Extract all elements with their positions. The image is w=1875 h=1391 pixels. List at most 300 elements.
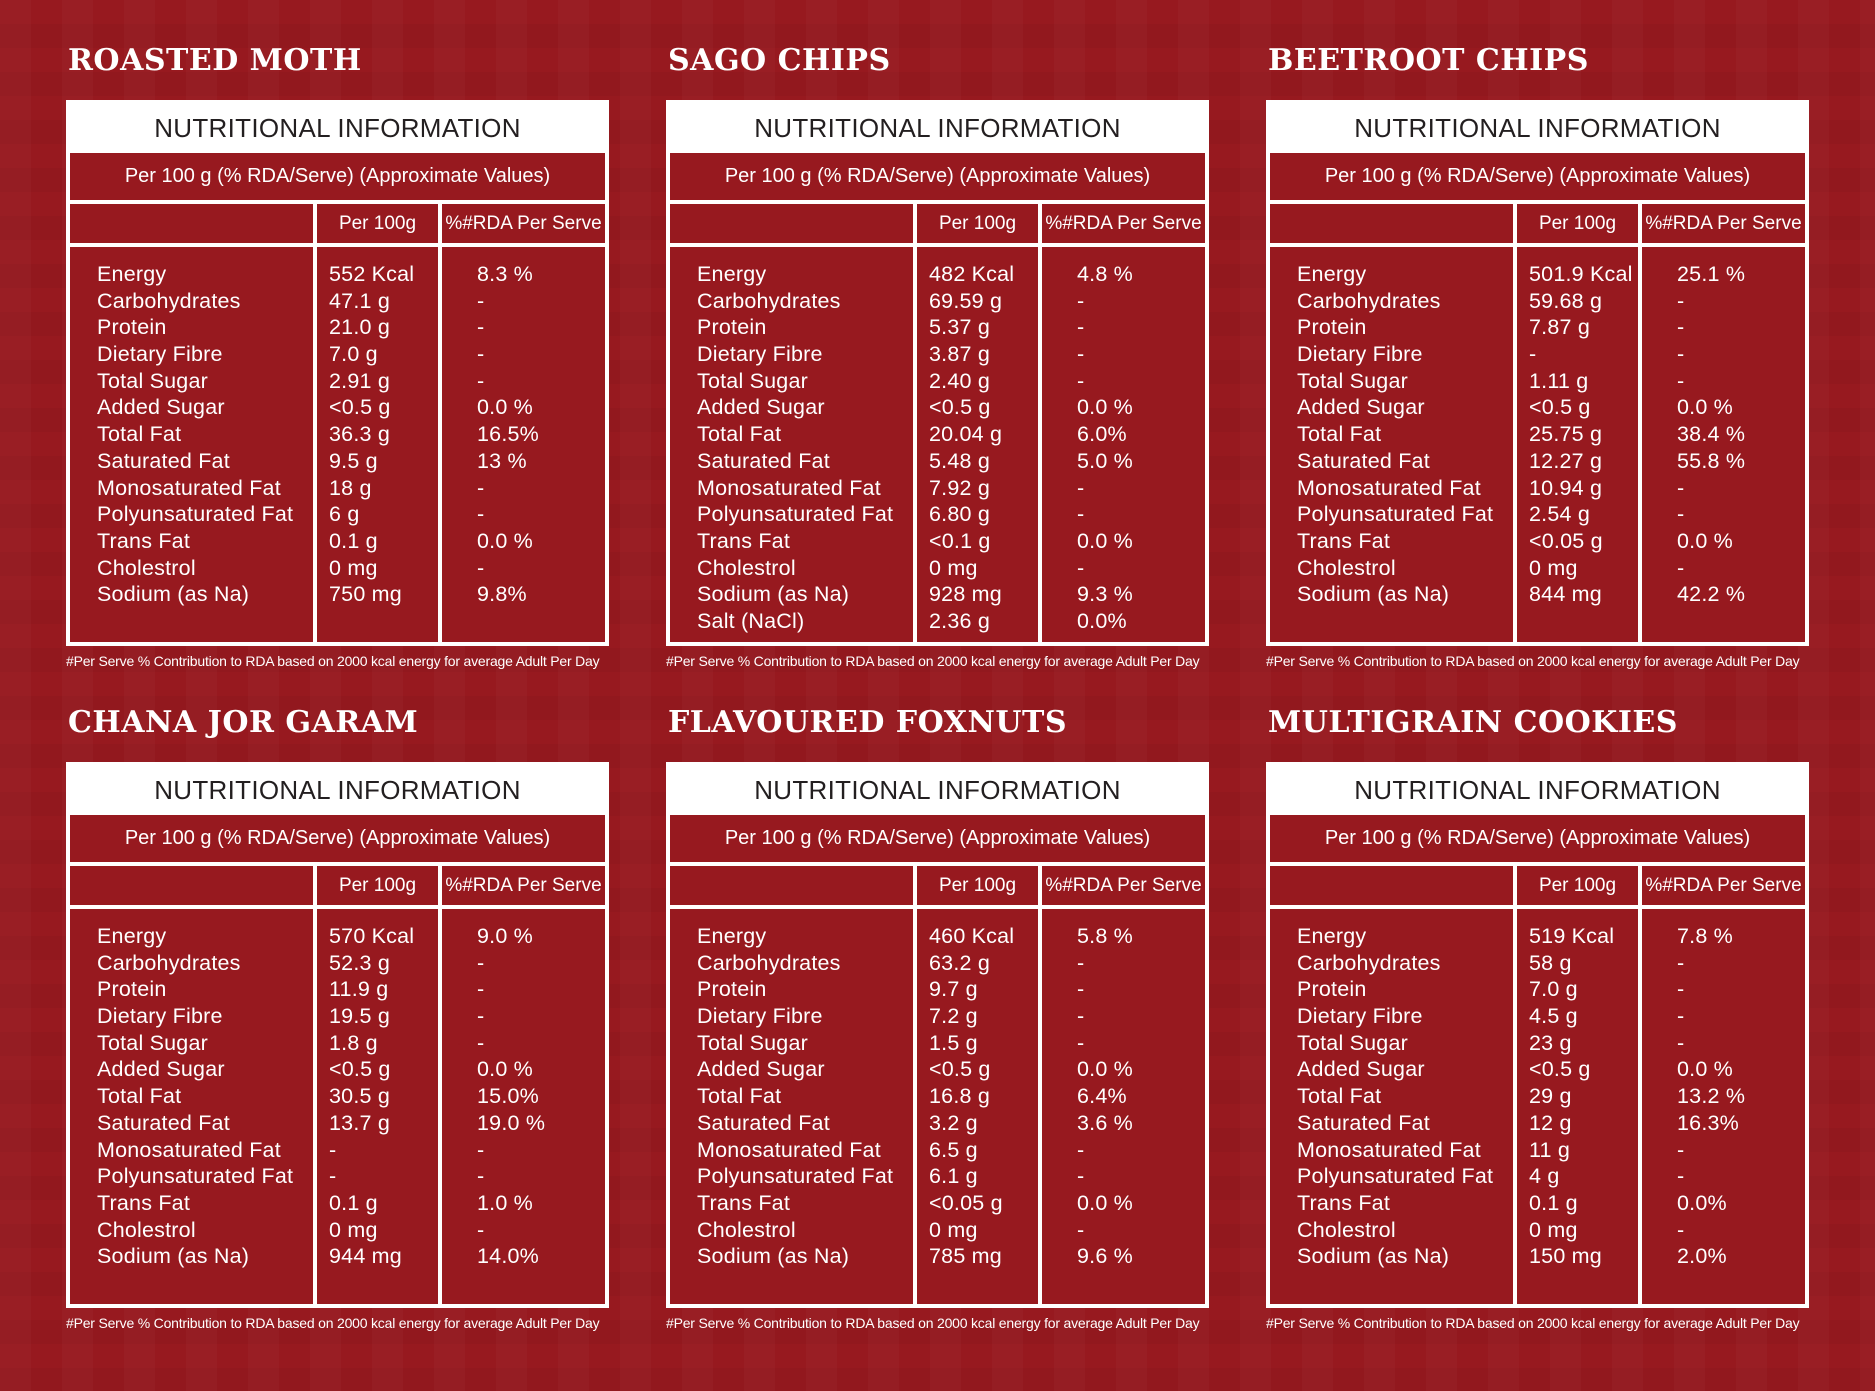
rda-value: 5.8 % xyxy=(1077,924,1133,948)
rda-value: - xyxy=(1077,342,1085,367)
nutrition-heading: NUTRITIONAL INFORMATION xyxy=(1354,775,1721,805)
product-card xyxy=(66,40,609,669)
nutrient-name: Monosaturated Fat xyxy=(697,1137,881,1162)
product-title: MULTIGRAIN COOKIES xyxy=(1268,705,1678,740)
rda-column xyxy=(1642,909,1805,1304)
nutrient-name-column xyxy=(70,909,313,1304)
per-100g-header: Per 100g xyxy=(917,866,1038,905)
nutrient-name: Trans Fat xyxy=(97,528,190,553)
rda-value: 8.3 % xyxy=(477,262,533,286)
per-100g-value: <0.05 g xyxy=(929,1190,1003,1215)
rda-value: 0.0% xyxy=(1677,1190,1727,1215)
nutrient-name: Trans Fat xyxy=(697,528,790,553)
per-100g-value: 1.11 g xyxy=(1529,368,1589,393)
rda-value: - xyxy=(1677,342,1685,367)
per-100g-value: 13.7 g xyxy=(329,1110,390,1135)
column-header-row xyxy=(70,866,605,905)
rda-header: %#RDA Per Serve xyxy=(1042,204,1205,243)
rda-value: - xyxy=(477,288,485,313)
per-100g-value: 0.1 g xyxy=(329,1190,378,1215)
rda-footnote: #Per Serve % Contribution to RDA based on 2000 kcal energy for average Adult Per Day xyxy=(666,653,1200,669)
per-100g-value: 2.54 g xyxy=(1529,502,1590,527)
rda-value: - xyxy=(477,315,485,340)
nutrient-name: Polyunsaturated Fat xyxy=(1297,1164,1494,1189)
nutrient-name: Trans Fat xyxy=(97,1190,190,1215)
rda-value: - xyxy=(477,368,485,393)
nutrient-name: Dietary Fibre xyxy=(697,1004,823,1029)
per-100g-value: 1.5 g xyxy=(929,1030,978,1055)
nutrient-name: Cholestrol xyxy=(697,1217,796,1242)
per-100g-value: 58 g xyxy=(1529,950,1572,975)
nutrient-name: Energy xyxy=(697,924,767,948)
rda-value: - xyxy=(1677,475,1685,500)
per-100g-value: 23 g xyxy=(1529,1030,1572,1055)
per-100g-value: 6.80 g xyxy=(929,502,990,527)
nutrient-name: Dietary Fibre xyxy=(1297,342,1423,367)
rda-value: 19.0 % xyxy=(477,1110,546,1135)
nutrient-name: Sodium (as Na) xyxy=(697,1244,850,1269)
nutrient-name: Dietary Fibre xyxy=(697,342,823,367)
per-100g-value: 6.5 g xyxy=(929,1137,978,1162)
per-100g-value: <0.5 g xyxy=(929,395,991,420)
product-title: ROASTED MOTH xyxy=(68,43,362,78)
rda-value: 13 % xyxy=(477,448,527,473)
rda-footnote: #Per Serve % Contribution to RDA based on 2000 kcal energy for average Adult Per Day xyxy=(66,653,600,669)
rda-value: 0.0 % xyxy=(477,1057,533,1082)
rda-column xyxy=(1042,247,1205,642)
nutrient-name: Added Sugar xyxy=(97,395,225,420)
rda-value: 0.0 % xyxy=(477,528,533,553)
nutrient-name: Carbohydrates xyxy=(1297,288,1441,313)
per-100g-value: 20.04 g xyxy=(929,422,1003,447)
per-100g-value: <0.5 g xyxy=(1529,1057,1591,1082)
per-100g-value: 750 mg xyxy=(329,582,402,607)
per-100g-column xyxy=(917,909,1038,1304)
nutrition-panel xyxy=(1266,100,1809,646)
per-100g-value: 11.9 g xyxy=(329,977,389,1002)
nutrient-name: Total Sugar xyxy=(697,368,808,393)
nutrition-panel xyxy=(666,100,1209,646)
nutrition-heading: NUTRITIONAL INFORMATION xyxy=(154,775,521,805)
per-100g-value: 0 mg xyxy=(929,555,978,580)
per-100g-value: 52.3 g xyxy=(329,950,390,975)
per-100g-value: 0 mg xyxy=(1529,555,1578,580)
rda-value: - xyxy=(1077,502,1085,527)
nutrient-column-header xyxy=(70,204,313,243)
rda-value: - xyxy=(477,475,485,500)
nutrient-name: Added Sugar xyxy=(97,1057,225,1082)
rda-value: - xyxy=(1077,977,1085,1002)
nutrient-column-header xyxy=(670,204,913,243)
per-100g-column xyxy=(1517,247,1638,642)
nutrient-name: Sodium (as Na) xyxy=(697,582,850,607)
rda-footnote: #Per Serve % Contribution to RDA based on 2000 kcal energy for average Adult Per Day xyxy=(66,1315,600,1331)
per-100g-value: <0.5 g xyxy=(929,1057,991,1082)
per-100g-value: 69.59 g xyxy=(929,288,1003,313)
nutrient-name: Added Sugar xyxy=(1297,395,1425,420)
per-100g-value: 7.2 g xyxy=(929,1004,978,1029)
nutrition-heading: NUTRITIONAL INFORMATION xyxy=(154,113,521,143)
nutrient-name: Trans Fat xyxy=(697,1190,790,1215)
nutrient-name: Sodium (as Na) xyxy=(97,582,250,607)
rda-value: 15.0% xyxy=(477,1084,539,1109)
rda-value: 4.8 % xyxy=(1077,262,1133,286)
per-100g-value: 21.0 g xyxy=(329,315,390,340)
column-header-row xyxy=(1270,866,1805,905)
per-100g-value: 63.2 g xyxy=(929,950,990,975)
rda-value: - xyxy=(1077,1137,1085,1162)
nutrient-name: Monosaturated Fat xyxy=(1297,1137,1481,1162)
rda-header: %#RDA Per Serve xyxy=(1642,204,1805,243)
nutrition-table-body xyxy=(670,909,1205,1304)
rda-value: 55.8 % xyxy=(1677,448,1746,473)
per-100g-value: 460 Kcal xyxy=(929,924,1015,948)
rda-value: 13.2 % xyxy=(1677,1084,1746,1109)
per-100g-value: 844 mg xyxy=(1529,582,1602,607)
per-100g-value: 19.5 g xyxy=(329,1004,390,1029)
rda-value: - xyxy=(1677,1137,1685,1162)
rda-value: - xyxy=(477,1030,485,1055)
rda-value: - xyxy=(1077,1164,1085,1189)
nutrient-name-column xyxy=(670,909,913,1304)
nutrition-panel xyxy=(66,100,609,646)
per-100g-value: 4 g xyxy=(1529,1164,1560,1189)
rda-value: 0.0 % xyxy=(477,395,533,420)
per-serving-label: Per 100 g (% RDA/Serve) (Approximate Values) xyxy=(1270,153,1805,200)
per-100g-value: 6.1 g xyxy=(929,1164,978,1189)
nutrient-name: Carbohydrates xyxy=(97,950,241,975)
product-title: BEETROOT CHIPS xyxy=(1268,43,1589,78)
per-serving-label: Per 100 g (% RDA/Serve) (Approximate Values) xyxy=(670,815,1205,862)
rda-footnote: #Per Serve % Contribution to RDA based on 2000 kcal energy for average Adult Per Day xyxy=(666,1315,1200,1331)
rda-value: - xyxy=(477,342,485,367)
per-100g-header: Per 100g xyxy=(317,204,438,243)
per-100g-value: - xyxy=(329,1137,337,1162)
nutrient-name: Polyunsaturated Fat xyxy=(1297,502,1494,527)
per-100g-value: 30.5 g xyxy=(329,1084,390,1109)
nutrition-table-body xyxy=(670,247,1205,642)
rda-value: 0.0% xyxy=(1077,608,1127,633)
per-100g-value: - xyxy=(1529,342,1537,367)
per-100g-column xyxy=(317,909,438,1304)
product-card xyxy=(1266,702,1809,1331)
product-title: FLAVOURED FOXNUTS xyxy=(668,705,1068,740)
per-100g-value: 59.68 g xyxy=(1529,288,1603,313)
column-header-row xyxy=(1270,204,1805,243)
nutrient-name: Cholestrol xyxy=(1297,1217,1396,1242)
per-100g-value: 16.8 g xyxy=(929,1084,990,1109)
rda-value: - xyxy=(477,977,485,1002)
nutrient-name: Dietary Fibre xyxy=(97,342,223,367)
per-100g-value: 3.2 g xyxy=(929,1110,978,1135)
nutrition-panel xyxy=(66,762,609,1308)
nutrient-name: Total Sugar xyxy=(97,1030,208,1055)
per-100g-value: 5.37 g xyxy=(929,315,990,340)
rda-footnote: #Per Serve % Contribution to RDA based on 2000 kcal energy for average Adult Per Day xyxy=(1266,653,1800,669)
per-100g-value: <0.1 g xyxy=(929,528,991,553)
per-100g-header: Per 100g xyxy=(1517,204,1638,243)
per-100g-value: 501.9 Kcal xyxy=(1529,262,1633,286)
nutrient-name: Carbohydrates xyxy=(97,288,241,313)
nutrient-name: Polyunsaturated Fat xyxy=(97,1164,294,1189)
rda-column xyxy=(442,909,605,1304)
column-header-row xyxy=(670,204,1205,243)
nutrient-name: Total Sugar xyxy=(1297,368,1408,393)
per-100g-value: 482 Kcal xyxy=(929,262,1015,286)
nutrient-name: Total Sugar xyxy=(97,368,208,393)
rda-header: %#RDA Per Serve xyxy=(1642,866,1805,905)
nutrient-name: Energy xyxy=(1297,924,1367,948)
per-100g-value: 150 mg xyxy=(1529,1244,1602,1269)
per-100g-value: 570 Kcal xyxy=(329,924,415,948)
nutrient-name: Monosaturated Fat xyxy=(97,475,281,500)
nutrition-heading: NUTRITIONAL INFORMATION xyxy=(754,775,1121,805)
product-card xyxy=(1266,40,1809,669)
nutrient-name: Protein xyxy=(697,315,767,340)
nutrient-name: Total Fat xyxy=(697,422,782,447)
per-100g-value: 29 g xyxy=(1529,1084,1572,1109)
nutrient-name: Protein xyxy=(1297,315,1367,340)
per-100g-value: 944 mg xyxy=(329,1244,402,1269)
nutrient-name: Polyunsaturated Fat xyxy=(697,502,894,527)
rda-value: - xyxy=(1677,1030,1685,1055)
per-100g-value: 9.5 g xyxy=(329,448,378,473)
nutrient-name-column xyxy=(1270,247,1513,642)
per-100g-value: 6 g xyxy=(329,502,360,527)
per-100g-value: 2.40 g xyxy=(929,368,990,393)
nutrient-name: Salt (NaCl) xyxy=(697,608,805,633)
rda-value: 0.0 % xyxy=(1677,395,1733,420)
per-100g-value: - xyxy=(329,1164,337,1189)
rda-value: - xyxy=(1677,1004,1685,1029)
nutrient-name: Added Sugar xyxy=(697,1057,825,1082)
rda-value: - xyxy=(1077,950,1085,975)
nutrition-panel xyxy=(666,762,1209,1308)
rda-column xyxy=(442,247,605,642)
nutrient-name: Saturated Fat xyxy=(697,448,830,473)
nutrient-name: Cholestrol xyxy=(97,555,196,580)
rda-value: - xyxy=(1677,1164,1685,1189)
nutrient-name: Protein xyxy=(97,315,167,340)
per-100g-value: 0 mg xyxy=(329,1217,378,1242)
nutrient-name: Total Fat xyxy=(1297,1084,1382,1109)
rda-value: 3.6 % xyxy=(1077,1110,1133,1135)
nutrient-name: Energy xyxy=(97,262,167,286)
nutrient-name: Carbohydrates xyxy=(697,950,841,975)
nutrient-name-column xyxy=(670,247,913,642)
rda-value: 9.6 % xyxy=(1077,1244,1133,1269)
rda-value: - xyxy=(1677,368,1685,393)
per-100g-value: <0.05 g xyxy=(1529,528,1603,553)
nutrient-name: Total Fat xyxy=(97,1084,182,1109)
nutrient-name: Protein xyxy=(97,977,167,1002)
product-card xyxy=(666,40,1209,669)
rda-value: 38.4 % xyxy=(1677,422,1746,447)
per-100g-value: 2.91 g xyxy=(329,368,390,393)
per-100g-column xyxy=(917,247,1038,642)
product-card xyxy=(66,702,609,1331)
per-100g-value: 12.27 g xyxy=(1529,448,1603,473)
per-serving-label: Per 100 g (% RDA/Serve) (Approximate Values) xyxy=(1270,815,1805,862)
rda-value: 0.0 % xyxy=(1077,1190,1133,1215)
rda-value: - xyxy=(1077,475,1085,500)
rda-value: 16.5% xyxy=(477,422,539,447)
nutrient-name: Total Fat xyxy=(1297,422,1382,447)
nutrition-table-body xyxy=(70,247,605,642)
per-100g-value: 10.94 g xyxy=(1529,475,1603,500)
nutrient-name-column xyxy=(1270,909,1513,1304)
nutrient-name: Added Sugar xyxy=(697,395,825,420)
nutrient-name: Total Fat xyxy=(697,1084,782,1109)
rda-value: - xyxy=(1077,555,1085,580)
rda-value: - xyxy=(1677,977,1685,1002)
nutrient-name: Carbohydrates xyxy=(1297,950,1441,975)
nutrient-name: Saturated Fat xyxy=(697,1110,830,1135)
nutrition-table-body xyxy=(1270,247,1805,642)
nutrition-panel xyxy=(1266,762,1809,1308)
per-100g-header: Per 100g xyxy=(317,866,438,905)
per-100g-value: 18 g xyxy=(329,475,372,500)
rda-column xyxy=(1642,247,1805,642)
per-100g-value: 552 Kcal xyxy=(329,262,415,286)
rda-value: - xyxy=(1677,950,1685,975)
rda-value: - xyxy=(477,502,485,527)
rda-value: 6.0% xyxy=(1077,422,1127,447)
rda-value: 1.0 % xyxy=(477,1190,533,1215)
nutrient-column-header xyxy=(1270,204,1513,243)
rda-value: 16.3% xyxy=(1677,1110,1739,1135)
rda-value: - xyxy=(1077,1030,1085,1055)
rda-value: 0.0 % xyxy=(1077,1057,1133,1082)
rda-value: - xyxy=(477,950,485,975)
rda-value: 6.4% xyxy=(1077,1084,1127,1109)
nutrient-name: Energy xyxy=(1297,262,1367,286)
per-100g-column xyxy=(317,247,438,642)
nutrient-name: Cholestrol xyxy=(697,555,796,580)
per-100g-value: 785 mg xyxy=(929,1244,1002,1269)
per-100g-value: 2.36 g xyxy=(929,608,990,633)
per-100g-value: <0.5 g xyxy=(1529,395,1591,420)
product-title: SAGO CHIPS xyxy=(668,43,891,78)
rda-value: 5.0 % xyxy=(1077,448,1133,473)
rda-value: 14.0% xyxy=(477,1244,539,1269)
rda-value: 2.0% xyxy=(1677,1244,1727,1269)
rda-column xyxy=(1042,909,1205,1304)
nutrient-name: Dietary Fibre xyxy=(97,1004,223,1029)
per-100g-value: 7.0 g xyxy=(1529,977,1578,1002)
nutrient-name: Cholestrol xyxy=(97,1217,196,1242)
rda-value: - xyxy=(1677,315,1685,340)
per-100g-header: Per 100g xyxy=(1517,866,1638,905)
nutrient-name: Trans Fat xyxy=(1297,1190,1390,1215)
column-header-row xyxy=(670,866,1205,905)
rda-value: - xyxy=(1077,1004,1085,1029)
per-100g-header: Per 100g xyxy=(917,204,1038,243)
rda-value: - xyxy=(1077,368,1085,393)
nutrient-name: Polyunsaturated Fat xyxy=(97,502,294,527)
rda-header: %#RDA Per Serve xyxy=(442,866,605,905)
rda-value: - xyxy=(477,1004,485,1029)
nutrient-column-header xyxy=(670,866,913,905)
nutrient-name: Sodium (as Na) xyxy=(1297,582,1450,607)
nutrient-name: Polyunsaturated Fat xyxy=(697,1164,894,1189)
nutrient-name: Total Sugar xyxy=(1297,1030,1408,1055)
rda-value: - xyxy=(477,1137,485,1162)
per-100g-value: 5.48 g xyxy=(929,448,990,473)
per-100g-value: 928 mg xyxy=(929,582,1002,607)
per-100g-value: 7.92 g xyxy=(929,475,990,500)
nutrient-name: Sodium (as Na) xyxy=(1297,1244,1450,1269)
rda-value: 0.0 % xyxy=(1677,1057,1733,1082)
nutrient-name: Dietary Fibre xyxy=(1297,1004,1423,1029)
nutrient-name: Total Fat xyxy=(97,422,182,447)
nutrient-name: Total Sugar xyxy=(697,1030,808,1055)
per-serving-label: Per 100 g (% RDA/Serve) (Approximate Values) xyxy=(70,815,605,862)
nutrient-name: Monosaturated Fat xyxy=(697,475,881,500)
nutrient-name: Carbohydrates xyxy=(697,288,841,313)
rda-value: - xyxy=(477,1164,485,1189)
per-100g-value: 7.0 g xyxy=(329,342,378,367)
rda-value: 25.1 % xyxy=(1677,262,1746,286)
per-100g-value: 11 g xyxy=(1529,1137,1571,1162)
per-100g-value: 36.3 g xyxy=(329,422,390,447)
rda-value: 9.8% xyxy=(477,582,527,607)
product-card xyxy=(666,702,1209,1331)
per-100g-value: 0 mg xyxy=(1529,1217,1578,1242)
per-100g-value: 0.1 g xyxy=(1529,1190,1578,1215)
rda-value: - xyxy=(1077,1217,1085,1242)
nutrient-name: Saturated Fat xyxy=(97,1110,230,1135)
rda-header: %#RDA Per Serve xyxy=(1042,866,1205,905)
rda-value: - xyxy=(1077,315,1085,340)
per-100g-value: <0.5 g xyxy=(329,1057,391,1082)
rda-value: - xyxy=(477,555,485,580)
nutrition-table-body xyxy=(70,909,605,1304)
per-100g-value: 9.7 g xyxy=(929,977,978,1002)
rda-value: - xyxy=(1677,288,1685,313)
nutrient-name: Saturated Fat xyxy=(1297,448,1430,473)
nutrition-table-body xyxy=(1270,909,1805,1304)
per-100g-value: 1.8 g xyxy=(329,1030,378,1055)
rda-value: 0.0 % xyxy=(1077,528,1133,553)
nutrition-heading: NUTRITIONAL INFORMATION xyxy=(754,113,1121,143)
rda-value: 9.3 % xyxy=(1077,582,1133,607)
rda-header: %#RDA Per Serve xyxy=(442,204,605,243)
per-100g-value: 47.1 g xyxy=(329,288,390,313)
rda-value: 42.2 % xyxy=(1677,582,1746,607)
per-100g-value: 12 g xyxy=(1529,1110,1572,1135)
rda-value: 9.0 % xyxy=(477,924,533,948)
per-serving-label: Per 100 g (% RDA/Serve) (Approximate Values) xyxy=(70,153,605,200)
per-100g-value: 7.87 g xyxy=(1529,315,1590,340)
per-100g-value: 4.5 g xyxy=(1529,1004,1578,1029)
nutrient-name: Added Sugar xyxy=(1297,1057,1425,1082)
rda-value: - xyxy=(1677,1217,1685,1242)
nutrient-name: Protein xyxy=(697,977,767,1002)
nutrient-name: Saturated Fat xyxy=(1297,1110,1430,1135)
per-100g-value: 519 Kcal xyxy=(1529,924,1615,948)
column-header-row xyxy=(70,204,605,243)
nutrient-name: Protein xyxy=(1297,977,1367,1002)
per-100g-value: 0.1 g xyxy=(329,528,378,553)
nutrient-name: Energy xyxy=(97,924,167,948)
nutrient-name: Monosaturated Fat xyxy=(97,1137,281,1162)
rda-value: - xyxy=(1077,288,1085,313)
nutrient-name: Cholestrol xyxy=(1297,555,1396,580)
rda-value: - xyxy=(1677,555,1685,580)
rda-value: - xyxy=(1677,502,1685,527)
nutrient-name: Sodium (as Na) xyxy=(97,1244,250,1269)
